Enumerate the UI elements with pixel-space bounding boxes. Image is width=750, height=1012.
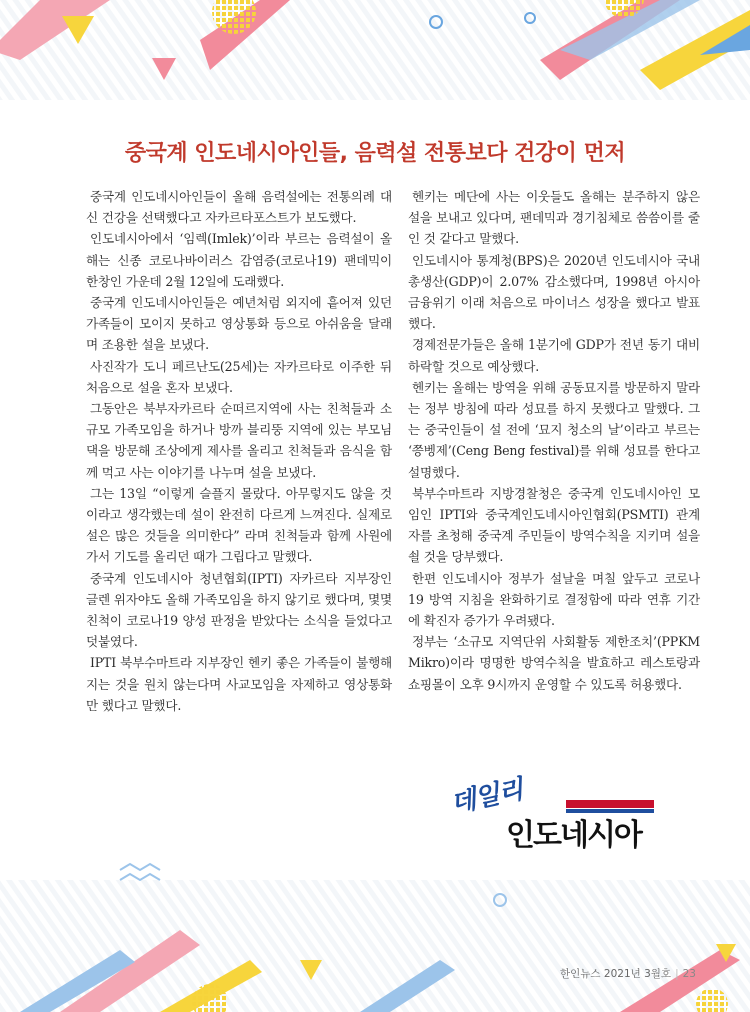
issue-label: 한인뉴스 2021년 3월호	[560, 968, 672, 980]
paragraph: 그동안은 북부자카르타 순떠르지역에 사는 친척들과 소규모 가족모임을 하거나 방까 블리뚱 지역에 있는 부모님 댁을 방문해 조상에게 제사를 올리고 친척들과 음식을 함께 먹고 사는 이야기를 나누며 설을 보냈다.	[86, 401, 392, 480]
page-number: 23	[682, 968, 696, 980]
left-column	[86, 186, 392, 716]
logo-daily-text: 데일리	[448, 774, 526, 820]
blue-zigzag	[120, 864, 160, 870]
daily-indonesia-logo	[448, 774, 658, 853]
paragraph: 중국계 인도네시아 청년협회(IPTI) 자카르타 지부장인 글렌 위자야도 올해 가족모임을 하지 않기로 했다며, 몇몇 친척이 코로나19 양성 판정을 받았다는 소식을 들었다고 덧붙였다.	[86, 570, 392, 650]
paragraph: 북부수마트라 지방경찰청은 중국계 인도네시아인 모임인 IPTI와 중국계인도네시아인협회(PSMTI) 관계자를 초청해 중국계 주민들이 방역수칙을 지키며 설을 쇨 것을 당부했다.	[408, 485, 700, 565]
paragraph: 정부는 ‘소규모 지역단위 사회활동 제한조치’(PPKM Mikro)이라 명명한 방역수칙을 발효하고 레스토랑과 쇼핑몰이 오후 9시까지 운영할 수 있도록 허용했다.	[408, 634, 700, 692]
blue-zigzag-2	[120, 874, 160, 880]
paragraph: 인도네시아에서 ‘임렉(Imlek)’이라 부르는 음력설이 올해는 신종 코로나바이러스 감염증(코로나19) 팬데믹이 한창인 가운데 2월 12일에 도래했다.	[86, 231, 392, 289]
footer-separator: |	[675, 968, 679, 980]
logo-main-text: 인도네시아	[506, 818, 641, 853]
paragraph: 한편 인도네시아 정부가 설날을 며칠 앞두고 코로나19 방역 지침을 완화하기로 결정함에 따라 연휴 기간에 확진자 증가가 우려됐다.	[408, 570, 700, 629]
right-column	[408, 186, 700, 695]
paragraph: 헨키는 올해는 방역을 위해 공동묘지를 방문하지 말라는 정부 방침에 따라 성묘를 하지 못했다고 말했다. 그는 중국인들이 설 전에 ‘묘지 청소의 날’이라고 부르는 ‘쯩벵제’(Ceng Beng festival)를 위해 성묘를 한다고 설명했다.	[408, 379, 700, 480]
page-footer	[560, 966, 696, 981]
paragraph: 그는 13일 “이렇게 슬플지 몰랐다. 아무렇지도 않을 것이라고 생각했는데 설이 완전히 다르게 느껴진다. 실제로 설은 많은 것들을 의미한다” 라며 친척들과 함께 사원에 가서 기도를 올리던 때가 그립다고 말했다.	[86, 485, 392, 565]
article-title: 중국계 인도네시아인들, 음력설 전통보다 건강이 먼저	[124, 141, 626, 166]
paragraph: 경제전문가들은 올해 1분기에 GDP가 전년 동기 대비 하락할 것으로 예상했다.	[408, 337, 700, 374]
paragraph: 중국계 인도네시아인들이 올해 음력설에는 전통의례 대신 건강을 선택했다고 자카르타포스트가 보도했다.	[86, 189, 392, 226]
paragraph: 헨키는 메단에 사는 이웃들도 올해는 분주하지 않은 설을 보내고 있다며, 팬데믹과 경기침체로 씀씀이를 줄인 것 같다고 말했다.	[408, 189, 700, 247]
paragraph: 인도네시아 통계청(BPS)은 2020년 인도네시아 국내총생산(GDP)이 2.07% 감소했다며, 1998년 아시아 금융위기 이래 처음으로 마이너스 성장을 했다고 발표했다.	[408, 252, 700, 332]
paragraph: 사진작가 도니 페르난도(25세)는 자카르타로 이주한 뒤 처음으로 설을 혼자 보냈다.	[86, 358, 392, 395]
paragraph: 중국계 인도네시아인들은 예년처럼 외지에 흩어져 있던 가족들이 모이지 못하고 영상통화 등으로 아쉬움을 달래며 조용한 설을 보냈다.	[86, 295, 392, 353]
logo-red-bar	[566, 800, 654, 808]
paragraph: IPTI 북부수마트라 지부장인 헨키 좋은 가족들이 불행해지는 것을 원치 않는다며 사교모임을 자제하고 영상통화만 했다고 말했다.	[86, 655, 392, 713]
